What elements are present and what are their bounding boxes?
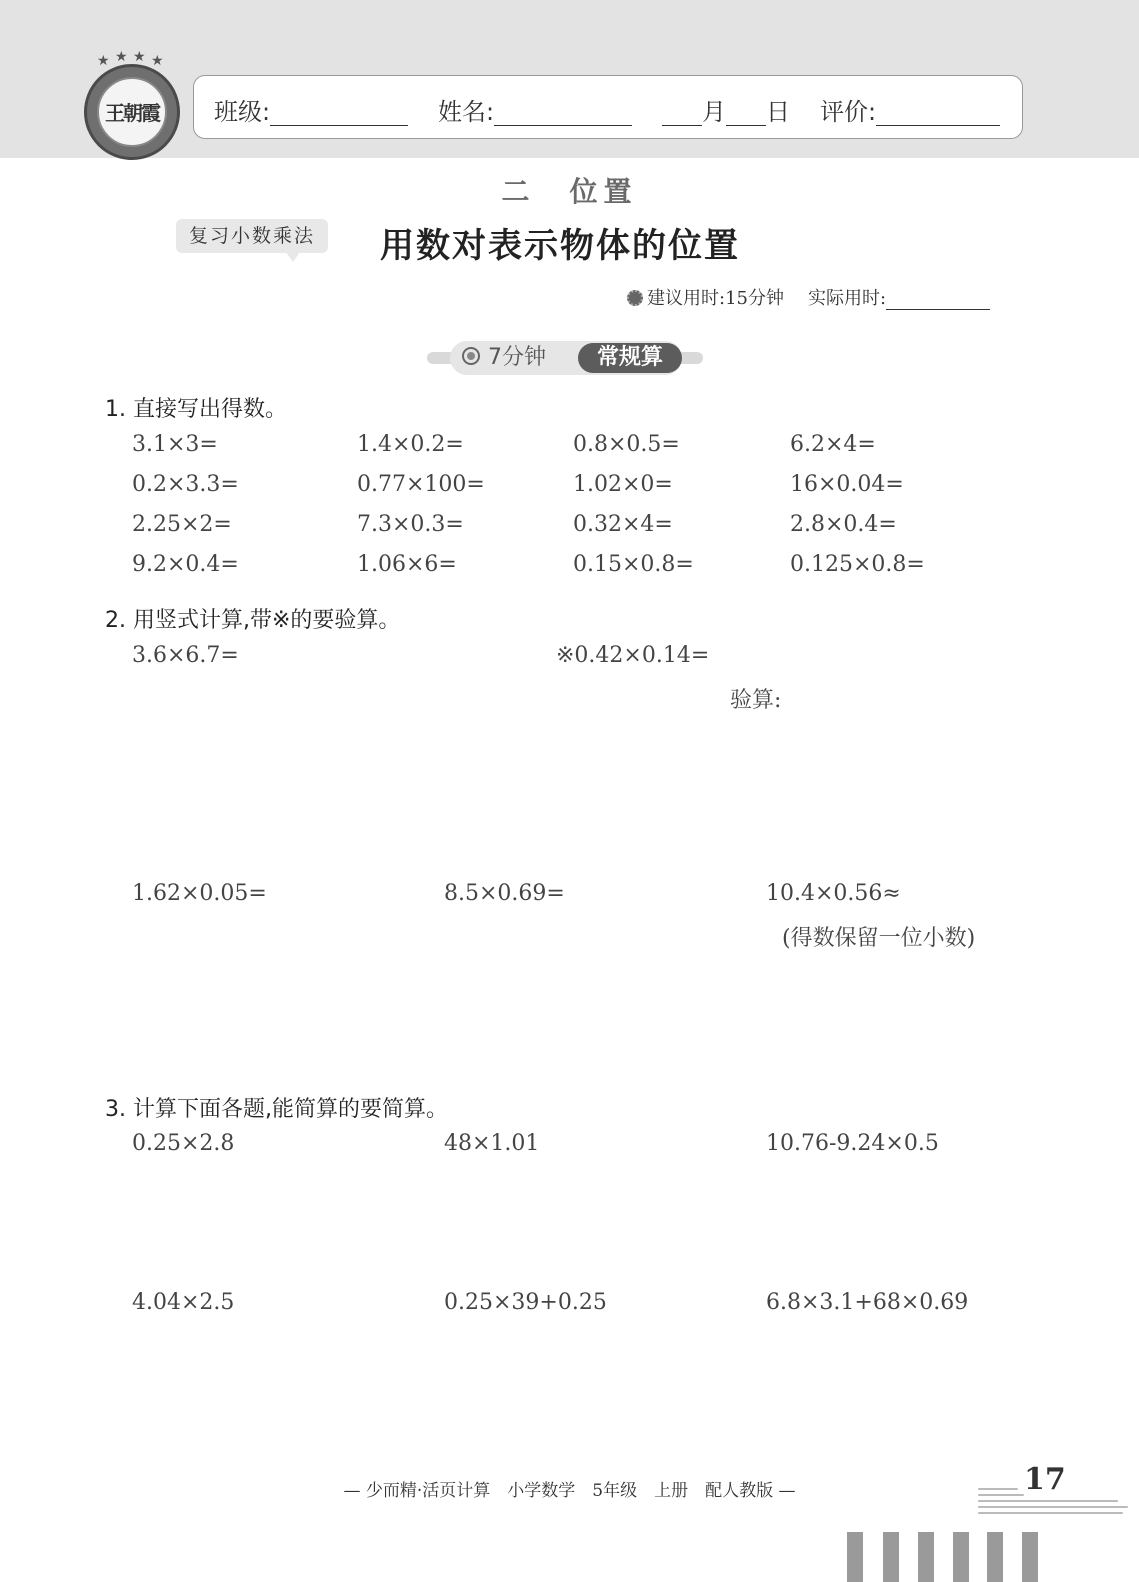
q1-item: 16×0.04= (790, 472, 904, 497)
logo-text: 王朝霞 (105, 101, 159, 125)
publisher-logo (84, 49, 180, 160)
q3-item: 0.25×2.8 (132, 1131, 235, 1156)
wave-decoration (978, 1512, 1123, 1514)
name-field[interactable] (438, 92, 632, 127)
wave-decoration (978, 1506, 1128, 1508)
q1-item: 0.77×100= (357, 472, 485, 497)
q2-item: ※0.42×0.14= (556, 643, 710, 668)
rating-label: 评价: (820, 98, 877, 126)
edge-bar (883, 1532, 899, 1582)
date-field[interactable] (662, 92, 790, 127)
q2-item: 3.6×6.7= (132, 643, 239, 668)
q3-item: 48×1.01 (444, 1131, 540, 1156)
q2-item: 1.62×0.05= (132, 881, 267, 906)
q3-item: 10.76-9.24×0.5 (766, 1131, 939, 1156)
question-1-title: 1. 直接写出得数。 (105, 397, 287, 422)
student-info-box (193, 75, 1023, 139)
q1-item: 0.2×3.3= (132, 472, 239, 497)
name-label: 姓名: (438, 98, 495, 126)
edge-bar (847, 1532, 863, 1582)
page-number: 17 (1024, 1462, 1066, 1497)
wave-decoration (978, 1500, 1118, 1502)
q1-item: 0.8×0.5= (573, 432, 680, 457)
q1-item: 2.8×0.4= (790, 512, 897, 537)
q1-item: 1.02×0= (573, 472, 673, 497)
q1-item: 0.32×4= (573, 512, 673, 537)
edge-bar (953, 1532, 969, 1582)
question-2-title: 2. 用竖式计算,带※的要验算。 (105, 608, 401, 633)
q3-item: 0.25×39+0.25 (444, 1290, 607, 1315)
wave-decoration (978, 1494, 1024, 1496)
star-icon: ★ (115, 49, 128, 65)
wave-decoration (978, 1488, 1018, 1490)
q2-item: 10.4×0.56≈ (766, 881, 901, 906)
edge-bar (1022, 1532, 1038, 1582)
q1-item: 0.15×0.8= (573, 552, 694, 577)
day-label: 日 (766, 98, 790, 126)
q1-item: 3.1×3= (132, 432, 218, 457)
actual-time-label: 实际用时: (807, 288, 887, 309)
class-field[interactable] (214, 92, 408, 127)
edge-bar (918, 1532, 934, 1582)
review-tag: 复习小数乘法 (176, 219, 328, 253)
q1-item: 1.06×6= (357, 552, 457, 577)
class-label: 班级: (214, 98, 271, 126)
edge-bar (987, 1532, 1003, 1582)
class-blank[interactable] (270, 99, 408, 126)
section-badge: 常规算 (578, 343, 682, 373)
gear-icon (627, 290, 643, 306)
star-icon: ★ (133, 49, 146, 65)
q2-item: 8.5×0.69= (444, 881, 565, 906)
footer-text: — 少而精·活页计算 小学数学 5年级 上册 配人教版 — (343, 1481, 796, 1501)
day-blank[interactable] (726, 99, 766, 126)
q1-item: 9.2×0.4= (132, 552, 239, 577)
time-info (627, 284, 990, 310)
section-duration: 7分钟 (488, 345, 546, 370)
q1-item: 7.3×0.3= (357, 512, 464, 537)
rating-field[interactable] (820, 92, 1000, 127)
actual-time-blank[interactable] (886, 289, 990, 310)
lesson-title: 用数对表示物体的位置 (380, 226, 740, 266)
suggested-time: 建议用时:15分钟 (647, 288, 784, 309)
tag-pointer (286, 252, 300, 262)
star-icon: ★ (151, 53, 164, 69)
medal-icon (462, 347, 480, 365)
q1-item: 6.2×4= (790, 432, 876, 457)
q1-item: 0.125×0.8= (790, 552, 925, 577)
q3-item: 6.8×3.1+68×0.69 (766, 1290, 969, 1315)
rating-blank[interactable] (876, 99, 1000, 126)
check-label: 验算: (730, 688, 782, 713)
chapter-title: 二 位置 (501, 175, 638, 208)
q1-item: 2.25×2= (132, 512, 232, 537)
month-label: 月 (702, 98, 726, 126)
rounding-note: (得数保留一位小数) (782, 926, 976, 951)
q1-item: 1.4×0.2= (357, 432, 464, 457)
name-blank[interactable] (494, 99, 632, 126)
star-icon: ★ (97, 53, 110, 69)
q3-item: 4.04×2.5 (132, 1290, 235, 1315)
question-3-title: 3. 计算下面各题,能简算的要简算。 (105, 1097, 448, 1122)
month-blank[interactable] (662, 99, 702, 126)
